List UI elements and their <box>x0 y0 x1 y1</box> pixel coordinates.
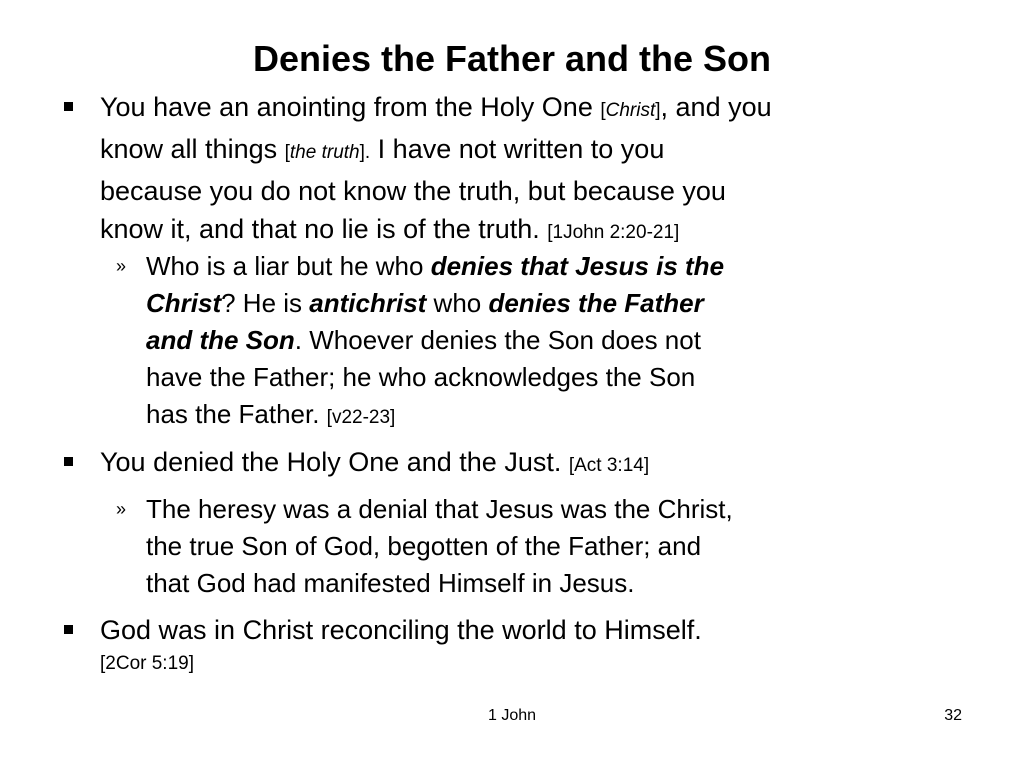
text-run: know all things <box>100 134 285 164</box>
square-bullet-icon <box>64 611 84 649</box>
emphasis: Christ <box>146 288 222 318</box>
text-run: ? He is <box>221 288 310 318</box>
text-run: that God had manifested Himself in Jesus. <box>146 568 635 598</box>
footer-title: 1 John <box>487 707 537 724</box>
scripture-reference: [v22-23] <box>326 407 396 428</box>
text-run: You have an anointing from the Holy One <box>100 92 601 122</box>
chevron-bullet-icon: » <box>116 499 127 519</box>
text-run: because you do not know the truth, but because you <box>100 176 726 206</box>
text-run: You denied the Holy One and the Just. <box>100 447 569 477</box>
sub-bullet-text <box>146 248 724 436</box>
slide-title: Denies the Father and the Son <box>252 38 772 79</box>
square-bullet-icon <box>64 443 84 481</box>
text-run: know it, and that no lie is of the truth. <box>100 214 548 244</box>
chevron-bullet-icon: » <box>116 256 127 276</box>
emphasis: and the Son <box>146 325 295 355</box>
bracket: ]. <box>359 142 371 163</box>
inline-note: Christ <box>605 100 656 121</box>
text-run: I have not written to you <box>370 134 665 164</box>
text-run: Who is a liar but he who <box>146 251 431 281</box>
text-run: , and you <box>660 92 772 122</box>
inline-note: the truth <box>289 142 360 163</box>
text-run: The heresy was a denial that Jesus was the Christ, <box>146 494 733 524</box>
text-run: who <box>426 288 489 318</box>
text-run: . Whoever denies the Son does not <box>294 325 701 355</box>
bracket: [ <box>284 142 290 163</box>
emphasis: antichrist <box>309 288 427 318</box>
bullet-text <box>100 611 702 679</box>
scripture-reference: [Act 3:14] <box>568 455 650 476</box>
scripture-reference: [2Cor 5:19] <box>100 653 194 674</box>
square-bullet-icon <box>64 88 84 126</box>
bullet-text <box>100 88 772 252</box>
text-run: God was in Christ reconciling the world to Himself. <box>100 615 702 645</box>
text-run: the true Son of God, begotten of the Father; and <box>146 531 702 561</box>
emphasis: denies that Jesus is the <box>430 251 725 281</box>
sub-bullet-text <box>146 491 733 602</box>
emphasis: denies the Father <box>488 288 704 318</box>
bracket: [ <box>600 100 606 121</box>
scripture-reference: [1John 2:20-21] <box>547 222 680 243</box>
page-number: 32 <box>944 707 962 724</box>
bullet-text <box>100 443 649 485</box>
text-run: have the Father; he who acknowledges the Son <box>146 362 696 392</box>
bracket: ] <box>655 100 661 121</box>
text-run: has the Father. <box>146 399 327 429</box>
